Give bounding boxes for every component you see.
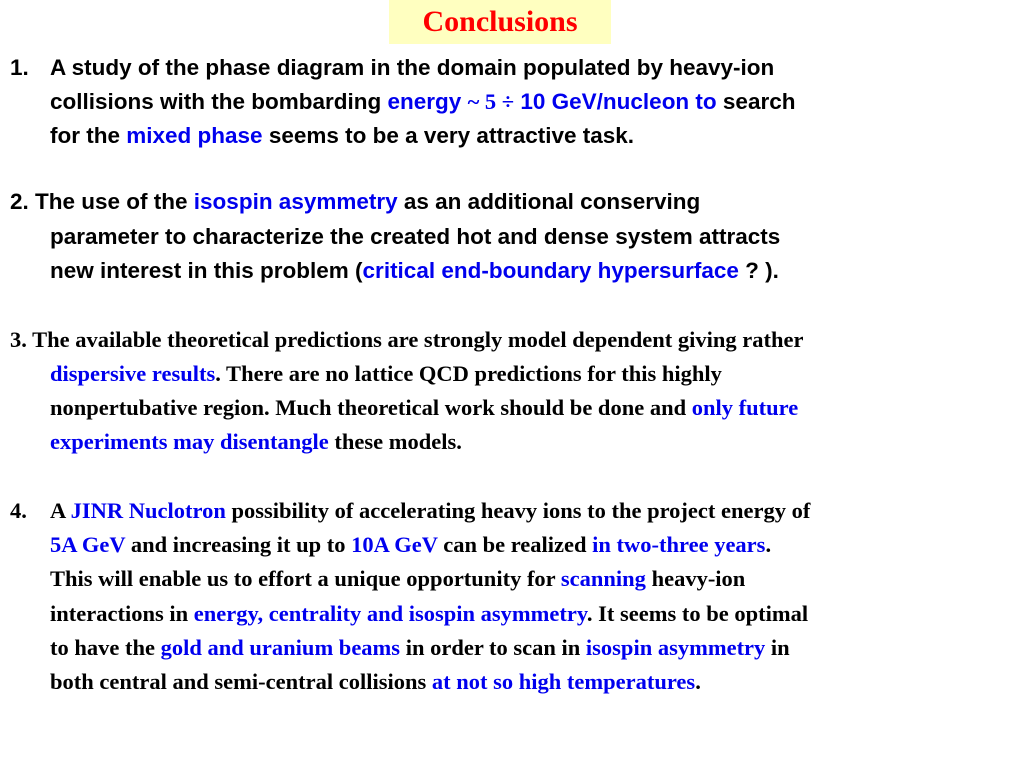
- highlight-gold-uranium-beams: gold and uranium beams: [160, 635, 401, 660]
- highlight-energy: energy: [387, 89, 468, 114]
- text-segment: these models.: [328, 429, 462, 454]
- text-segment: heavy-ion: [645, 566, 746, 591]
- text-segment: search: [716, 89, 796, 114]
- highlight-two-three-years: in two-three years: [592, 532, 766, 557]
- item-3-line-4: [50, 431, 462, 454]
- text-segment: for the: [50, 123, 127, 148]
- text-segment: A study of the phase diagram in the domain populated by heavy-ion: [50, 55, 775, 80]
- item-1-number: 1.: [10, 55, 29, 80]
- highlight-5a-gev: 5A GeV: [50, 532, 126, 557]
- text-segment: . There are no lattice QCD predictions for this highly: [215, 361, 722, 386]
- highlight-critical-end-boundary: critical end-boundary hypersurface: [362, 258, 739, 283]
- item-3-number: 3.: [10, 327, 27, 352]
- item-1-line-1: [50, 57, 774, 80]
- highlight-mixed-phase: mixed phase: [126, 123, 263, 148]
- title-banner: [389, 0, 611, 44]
- highlight-scanning: scanning: [560, 566, 646, 591]
- highlight-dispersive-results: dispersive results: [50, 361, 216, 386]
- highlight-isospin-asymmetry: isospin asymmetry: [193, 189, 398, 214]
- slide-title: Conclusions: [422, 5, 578, 38]
- text-segment: The use of the: [35, 189, 194, 214]
- item-4-line-1: [50, 500, 810, 523]
- text-segment: .: [695, 669, 701, 694]
- item-4-line-4: [50, 603, 808, 626]
- text-segment: in: [765, 635, 790, 660]
- text-segment: seems to be a very attractive task.: [262, 123, 635, 148]
- text-segment: ? ).: [738, 258, 779, 283]
- highlight-energy-range: ~ 5 ÷: [467, 89, 515, 114]
- item-4-line-6: [50, 671, 701, 694]
- text-segment: to have the: [50, 635, 161, 660]
- text-segment: as an additional conserving: [397, 189, 701, 214]
- text-segment: both central and semi-central collisions: [50, 669, 432, 694]
- item-2-number: 2.: [10, 189, 29, 214]
- item-4-number: 4.: [10, 498, 27, 523]
- highlight-experiments-disentangle: experiments may disentangle: [50, 429, 329, 454]
- text-segment: interactions in: [50, 601, 194, 626]
- item-1-line-3: [50, 125, 634, 148]
- text-segment: .: [765, 532, 772, 557]
- item-2-line-3: [50, 260, 779, 283]
- item-4-line-2: [50, 534, 771, 557]
- highlight-gev-nucleon: 10 GeV/nucleon to: [514, 89, 717, 114]
- text-segment: This will enable us to effort a unique opportunity for: [50, 566, 561, 591]
- text-segment: collisions with the bombarding: [50, 89, 388, 114]
- text-segment: and increasing it up to: [125, 532, 352, 557]
- text-segment: nonpertubative region. Much theoretical work should be done and: [50, 395, 692, 420]
- text-segment: The available theoretical predictions are strongly model dependent giving rather: [32, 327, 804, 352]
- item-3-line-1: [10, 329, 804, 352]
- highlight-10a-gev: 10A GeV: [351, 532, 438, 557]
- item-3-line-2: [50, 363, 722, 386]
- highlight-energy-centrality-isospin: energy, centrality and isospin asymmetry: [193, 601, 587, 626]
- text-segment: in order to scan in: [400, 635, 586, 660]
- text-segment: can be realized: [437, 532, 593, 557]
- item-4-line-3: [50, 568, 745, 591]
- item-2-line-2: [50, 226, 780, 249]
- text-segment: . It seems to be optimal: [586, 601, 809, 626]
- text-segment: possibility of accelerating heavy ions to the project energy of: [225, 498, 811, 523]
- text-segment: A: [50, 498, 71, 523]
- highlight-not-so-high-temperatures: at not so high temperatures: [431, 669, 696, 694]
- item-4-line-5: [50, 637, 790, 660]
- item-3-line-3: [50, 397, 798, 420]
- item-2-line-1: [10, 191, 700, 214]
- item-1-line-2: [50, 91, 795, 114]
- highlight-jinr-nuclotron: JINR Nuclotron: [70, 498, 226, 523]
- highlight-isospin-asymmetry-2: isospin asymmetry: [585, 635, 766, 660]
- text-segment: parameter to characterize the created hot and dense system attracts: [50, 224, 781, 249]
- text-segment: new interest in this problem (: [50, 258, 363, 283]
- highlight-only-future: only future: [691, 395, 799, 420]
